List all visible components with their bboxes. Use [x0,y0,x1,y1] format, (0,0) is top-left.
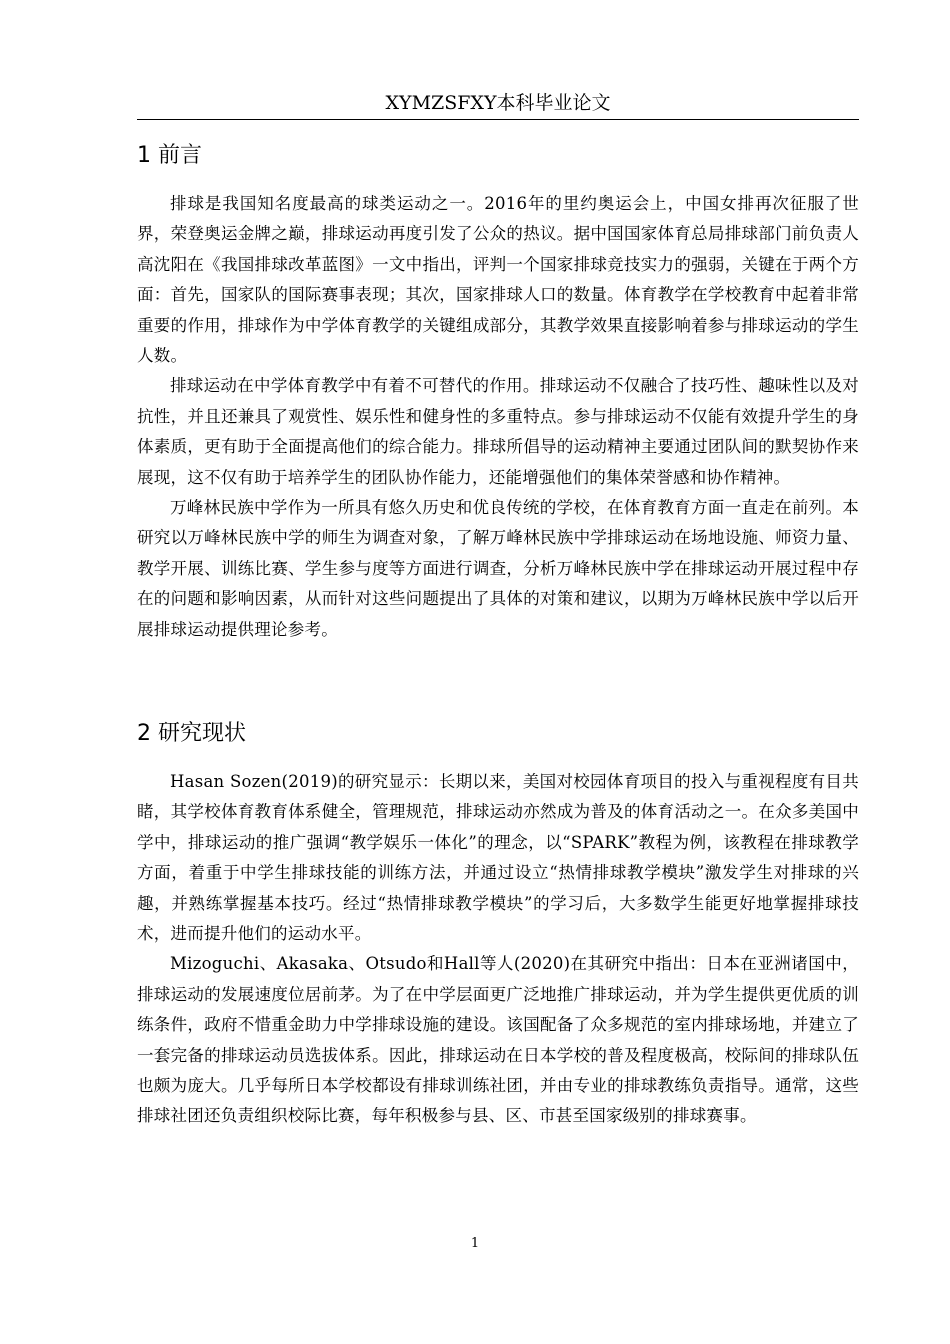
section-research-status [137,718,859,1132]
header-divider [137,119,859,120]
section-heading-introduction: 1 前言 [137,143,202,168]
paragraph: Mizoguchi、Akasaka、Otsudo和Hall等人(2020)在其研究中指出：日本在亚洲诸国中，排球运动的发展速度位居前茅。为了在中学层面更广泛地推广排球运动，并为学生提供更优质的训练条件，政府不惜重金助力中学排球设施的建设。该国配备了众多规范的室内排球场地，并建立了一套完备的排球运动员选拔体系。因此，排球运动在日本学校的普及程度极高，校际间的排球队伍也颇为庞大。几乎每所日本学校都设有排球训练社团，并由专业的排球教练负责指导。通常，这些排球社团还负责组织校际比赛，每年积极参与县、区、市甚至国家级别的排球赛事。 [137,954,859,1126]
running-header: XYMZSFXY本科毕业论文 [385,92,611,114]
paragraph: 万峰林民族中学作为一所具有悠久历史和优良传统的学校，在体育教育方面一直走在前列。本研究以万峰林民族中学的师生为调查对象，了解万峰林民族中学排球运动在场地设施、师资力量、教学开展、训练比赛、学生参与度等方面进行调查，分析万峰林民族中学在排球运动开展过程中存在的问题和影响因素，从而针对这些问题提出了具体的对策和建议，以期为万峰林民族中学以后开展排球运动提供理论参考。 [137,498,859,639]
paragraph: 排球是我国知名度最高的球类运动之一。2016年的里约奥运会上，中国女排再次征服了世界，荣登奥运金牌之巅，排球运动再度引发了公众的热议。据中国国家体育总局排球部门前负责人高沈阳在《我国排球改革蓝图》一文中指出，评判一个国家排球竞技实力的强弱，关键在于两个方面：首先，国家队的国际赛事表现；其次，国家排球人口的数量。体育教学在学校教育中起着非常重要的作用，排球作为中学体育教学的关键组成部分，其教学效果直接影响着参与排球运动的学生人数。 [137,194,859,366]
paragraph: 排球运动在中学体育教学中有着不可替代的作用。排球运动不仅融合了技巧性、趣味性以及对抗性，并且还兼具了观赏性、娱乐性和健身性的多重特点。参与排球运动不仅能有效提升学生的身体素质，更有助于全面提高他们的综合能力。排球所倡导的运动精神主要通过团队间的默契协作来展现，这不仅有助于培养学生的团队协作能力，还能增强他们的集体荣誉感和协作精神。 [137,376,859,487]
page-number: 1 [470,1236,480,1251]
paragraph: Hasan Sozen(2019)的研究显示：长期以来，美国对校园体育项目的投入与重视程度有目共睹，其学校体育教育体系健全，管理规范，排球运动亦然成为普及的体育活动之一。在众多美国中学中，排球运动的推广强调“教学娱乐一体化”的理念，以“SPARK”教程为例，该教程在排球教学方面，着重于中学生排球技能的训练方法，并通过设立“热情排球教学模块”激发学生对排球的兴趣，并熟练掌握基本技巧。经过“热情排球教学模块”的学习后，大多数学生能更好地掌握排球技术，进而提升他们的运动水平。 [137,772,859,944]
section-introduction [137,140,859,645]
section-heading-research-status: 2 研究现状 [137,721,246,746]
